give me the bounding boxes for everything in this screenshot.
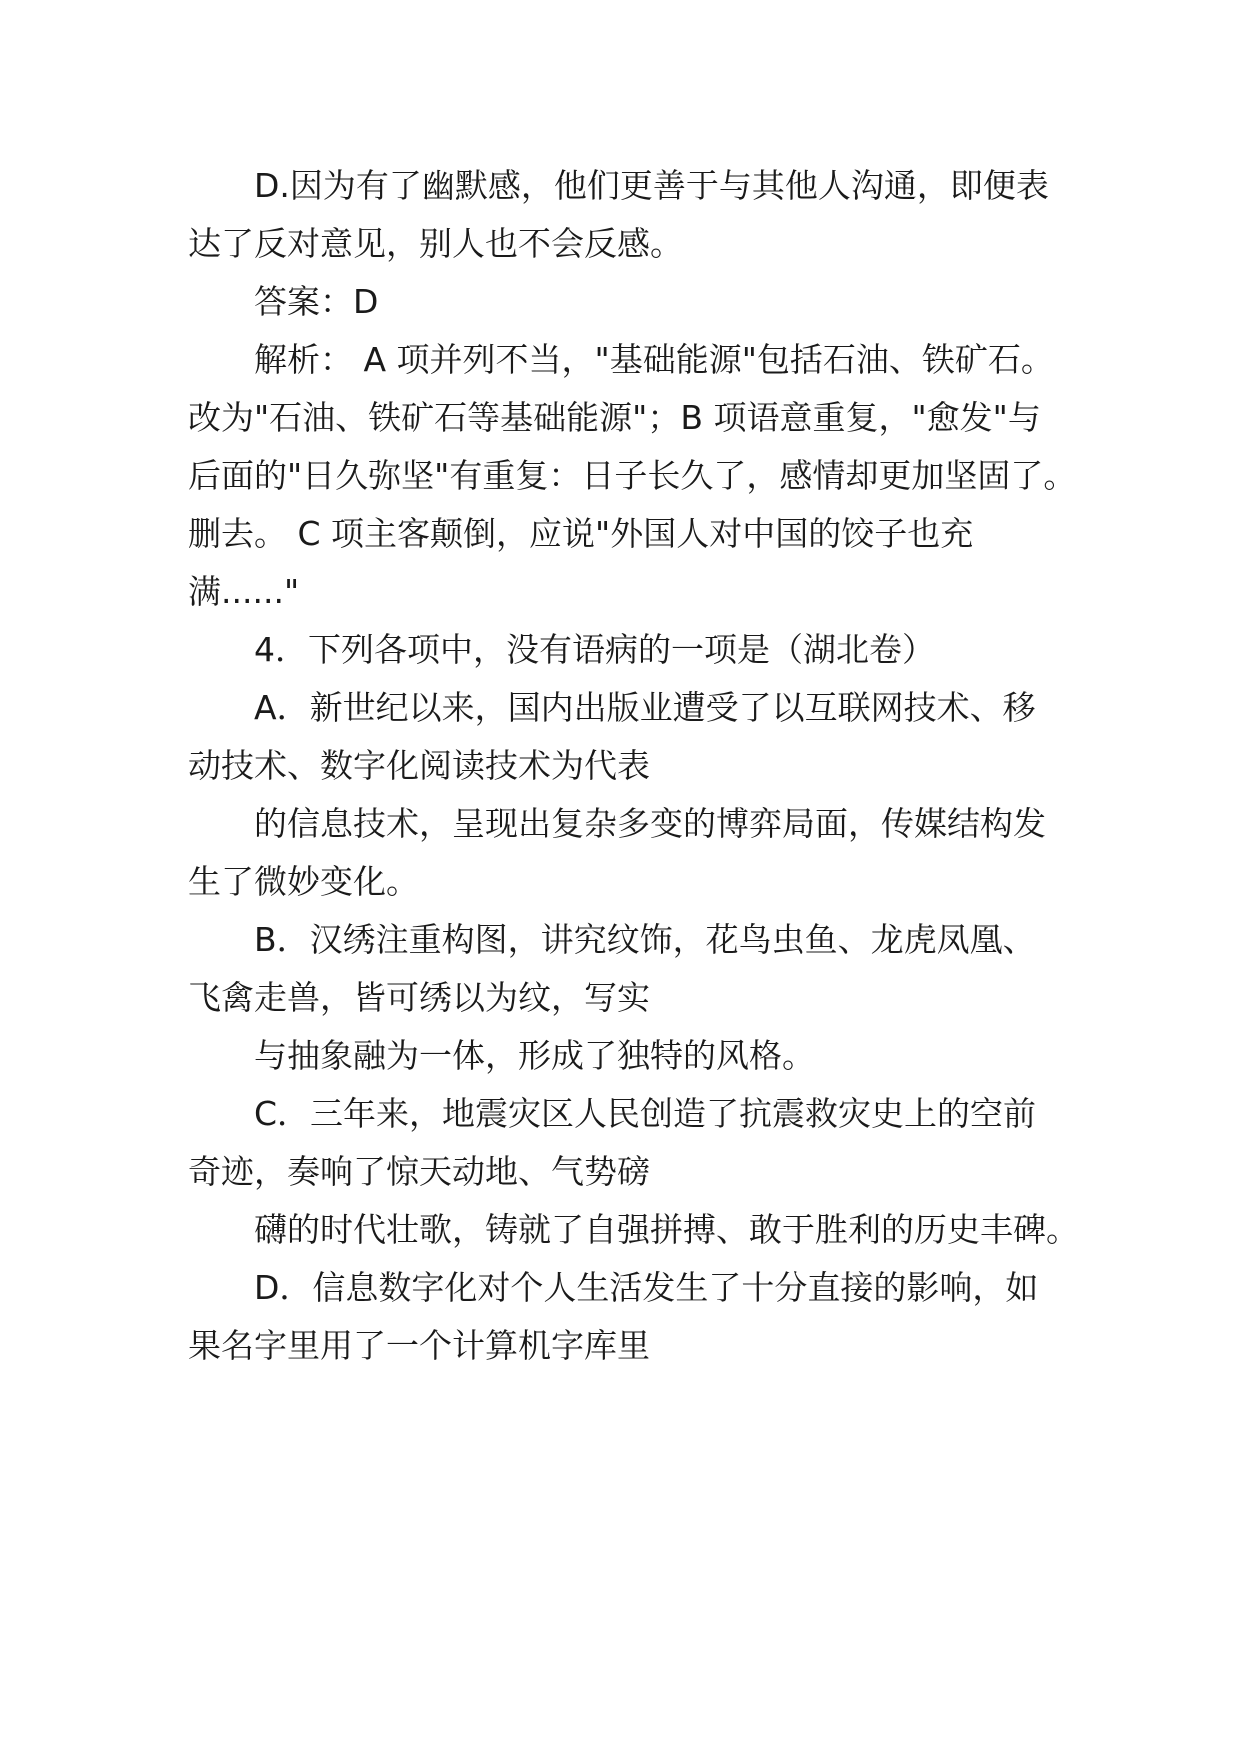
answer-line: 答案：D [254, 282, 379, 321]
option-c-line-3: 礴的时代壮歌，铸就了自强拼搏、敢于胜利的历史丰碑。 [254, 1210, 1079, 1249]
option-a-line-3: 的信息技术，呈现出复杂多变的博弈局面，传媒结构发 [254, 804, 1046, 843]
option-d2-line-2: 果名字里用了一个计算机字库里 [188, 1326, 650, 1365]
analysis-line-1: 解析： A 项并列不当，"基础能源"包括石油、铁矿石。 [254, 340, 1054, 379]
option-b-line-1: B．汉绣注重构图，讲究纹饰，花鸟虫鱼、龙虎凤凰、 [254, 920, 1036, 959]
option-b-line-3: 与抽象融为一体，形成了独特的风格。 [254, 1036, 815, 1075]
question-4-stem: 4．下列各项中，没有语病的一项是（湖北卷） [254, 630, 935, 669]
option-b-line-2: 飞禽走兽，皆可绣以为纹，写实 [188, 978, 650, 1017]
option-a-line-4: 生了微妙变化。 [188, 862, 419, 901]
option-c-line-1: C．三年来，地震灾区人民创造了抗震救灾史上的空前 [254, 1094, 1037, 1133]
analysis-line-2: 改为"石油、铁矿石等基础能源"；B 项语意重复，"愈发"与 [188, 398, 1041, 437]
option-c-line-2: 奇迹，奏响了惊天动地、气势磅 [188, 1152, 650, 1191]
option-d-line-2: 达了反对意见，别人也不会反感。 [188, 224, 683, 263]
option-a-line-1: A．新世纪以来，国内出版业遭受了以互联网技术、移 [254, 688, 1036, 727]
analysis-line-5: 满......" [188, 572, 300, 611]
option-a-line-2: 动技术、数字化阅读技术为代表 [188, 746, 650, 785]
option-d2-line-1: D．信息数字化对个人生活发生了十分直接的影响，如 [254, 1268, 1039, 1307]
analysis-line-4: 删去。 C 项主客颠倒，应说"外国人对中国的饺子也充 [188, 514, 974, 553]
analysis-line-3: 后面的"日久弥坚"有重复：日子长久了，感情却更加坚固了。 [188, 456, 1077, 495]
option-d-line-1: D.因为有了幽默感，他们更善于与其他人沟通，即便表 [254, 166, 1049, 205]
